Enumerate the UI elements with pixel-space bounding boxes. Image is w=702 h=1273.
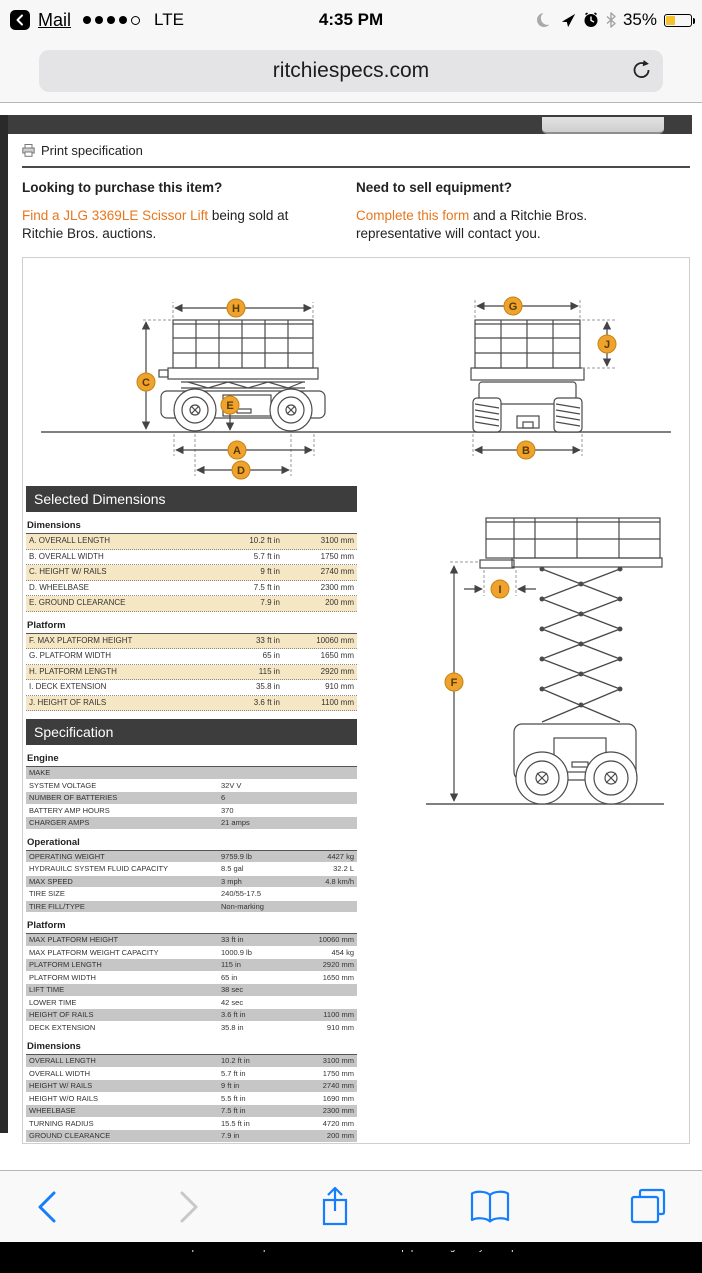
signal-strength-icon — [83, 16, 140, 25]
spec-label: BATTERY AMP HOURS — [29, 805, 110, 815]
collapsed-header-bar — [8, 115, 692, 134]
svg-text:B: B — [522, 445, 530, 457]
spec-label: MAX SPEED — [29, 876, 73, 886]
url-field[interactable] — [39, 50, 663, 92]
svg-text:J: J — [603, 339, 611, 351]
spec-value-us: 9759.9 lb — [221, 851, 252, 861]
specification-table — [26, 753, 357, 1142]
spec-row — [26, 1093, 357, 1105]
dimension-row — [26, 696, 357, 712]
dimension-group-title: Dimensions — [26, 520, 357, 534]
dimension-value-us: 10.2 ft in — [249, 536, 280, 545]
spec-value-metric: 10060 mm — [318, 935, 354, 944]
spec-value-metric — [274, 792, 357, 804]
spec-value-us: 9 ft in — [221, 1081, 240, 1090]
spec-label: PLATFORM WIDTH — [29, 972, 96, 982]
dimension-row — [26, 596, 357, 612]
dimension-value-us: 7.9 in — [260, 598, 280, 607]
dimension-row — [26, 665, 357, 681]
page-left-strip — [0, 115, 8, 1133]
spec-value-metric: 1100 mm — [323, 1010, 354, 1019]
spec-value-metric: 1750 mm — [322, 1068, 354, 1078]
spec-value-metric: 4720 mm — [322, 1118, 354, 1128]
spec-value-us: 7.5 ft in — [221, 1106, 246, 1115]
clock-label: 4:35 PM — [318, 10, 384, 29]
spec-value-metric: 200 mm — [326, 1131, 354, 1140]
spec-value-us: 35.8 in — [221, 1022, 244, 1032]
dimension-group-title: Platform — [26, 620, 357, 634]
dimension-row — [26, 581, 357, 597]
dimension-label: I. DECK EXTENSION — [29, 682, 107, 691]
spec-value-metric: 2920 mm — [322, 960, 354, 969]
spec-value-us: 8.5 gal — [221, 864, 244, 873]
spec-value-us: 10.2 ft in — [221, 1056, 250, 1065]
spec-value-us: 33 ft in — [221, 935, 244, 944]
spec-label: OVERALL WIDTH — [29, 1068, 90, 1078]
bluetooth-icon — [606, 12, 616, 28]
spec-row — [26, 984, 357, 996]
svg-text:C: C — [142, 377, 150, 389]
spec-value-us: 240/55-17.5 — [221, 889, 262, 898]
spec-row — [26, 959, 357, 971]
spec-label: SYSTEM VOLTAGE — [29, 780, 97, 790]
svg-text:E: E — [226, 400, 234, 412]
forward-button[interactable] — [176, 1187, 202, 1227]
network-type-label: LTE — [154, 10, 184, 29]
spec-label: LIFT TIME — [29, 985, 65, 994]
purchase-section — [22, 180, 356, 243]
dimension-value-us: 9 ft in — [260, 567, 280, 576]
dimension-row — [26, 534, 357, 550]
dimension-value-metric: 2920 mm — [320, 666, 354, 676]
location-arrow-icon — [561, 13, 576, 28]
spec-value-us: 370 — [221, 805, 234, 815]
spec-value-metric: 4.8 km/h — [325, 876, 354, 886]
dimension-value-us: 115 in — [258, 666, 280, 676]
spec-value-metric — [274, 888, 357, 900]
spec-row — [26, 805, 357, 817]
dimension-label: B. OVERALL WIDTH — [29, 551, 104, 561]
svg-text:H: H — [232, 303, 240, 315]
safari-toolbar — [0, 1170, 702, 1242]
svg-text:D: D — [237, 465, 245, 477]
alarm-clock-icon — [583, 12, 599, 28]
battery-fill — [666, 16, 675, 25]
spec-row — [26, 997, 357, 1009]
spec-group-title: Engine — [26, 753, 357, 767]
dimension-value-us: 33 ft in — [255, 635, 280, 645]
spec-value-us: 42 sec — [221, 997, 244, 1007]
spec-row — [26, 1118, 357, 1130]
find-item-link[interactable]: Find a JLG 3369LE Scissor Lift — [22, 208, 209, 223]
battery-percent-label: 35% — [622, 10, 657, 29]
spec-label: HEIGHT W/O RAILS — [29, 1093, 99, 1103]
spec-value-metric — [274, 817, 357, 829]
spec-value-us: 1000.9 lb — [221, 947, 252, 957]
safari-address-bar — [0, 40, 702, 103]
spec-row — [26, 1130, 357, 1142]
tabs-button[interactable] — [628, 1188, 668, 1226]
complete-form-link[interactable]: Complete this form — [356, 208, 470, 223]
dimension-value-metric: 200 mm — [325, 598, 354, 607]
dimension-row — [26, 550, 357, 566]
spec-value-metric: 910 mm — [326, 1022, 354, 1032]
purchase-text: being sold at Ritchie Bros. auctions. — [22, 208, 289, 241]
spec-row — [26, 792, 357, 804]
spec-row — [26, 901, 357, 913]
spec-value-us: Non-marking — [221, 901, 264, 911]
spec-value-us: 32V V — [221, 780, 242, 790]
dimension-value-metric: 1650 mm — [320, 651, 354, 660]
spec-group-title: Platform — [26, 920, 357, 934]
spec-group-title: Dimensions — [26, 1041, 357, 1055]
spec-value-us: 15.5 ft in — [221, 1118, 250, 1128]
spec-label: DECK EXTENSION — [29, 1022, 96, 1032]
spec-value-metric — [274, 767, 357, 779]
spec-row — [26, 947, 357, 959]
spec-value-metric: 32.2 L — [333, 864, 354, 873]
spec-label: MAX PLATFORM HEIGHT — [29, 935, 119, 944]
svg-text:A: A — [233, 445, 241, 457]
print-specification-link[interactable]: Print specification — [41, 143, 143, 158]
spec-value-us: 5.7 ft in — [221, 1068, 246, 1078]
spec-value-metric: 1690 mm — [322, 1093, 354, 1103]
dimension-row — [26, 649, 357, 665]
spec-row — [26, 934, 357, 946]
dimension-value-metric: 1750 mm — [320, 551, 354, 561]
spec-value-metric: 2300 mm — [322, 1106, 354, 1115]
spec-label: TIRE SIZE — [29, 889, 65, 898]
spec-label: OPERATING WEIGHT — [29, 851, 105, 861]
dimension-label: E. GROUND CLEARANCE — [29, 598, 126, 607]
spec-label: LOWER TIME — [29, 997, 77, 1007]
dimension-row — [26, 634, 357, 650]
spec-row — [26, 817, 357, 829]
dimension-label: F. MAX PLATFORM HEIGHT — [29, 635, 133, 645]
spec-value-us: 3.6 ft in — [221, 1010, 246, 1019]
spec-row — [26, 1105, 357, 1117]
dimension-diagram — [23, 258, 689, 486]
spec-label: MAX PLATFORM WEIGHT CAPACITY — [29, 947, 159, 957]
spec-row — [26, 972, 357, 984]
spec-label: PLATFORM LENGTH — [29, 960, 102, 969]
dimension-value-us: 65 in — [262, 651, 280, 660]
spec-row — [26, 1022, 357, 1034]
svg-text:G: G — [508, 301, 518, 313]
tables-column — [23, 486, 359, 1143]
spec-value-us: 38 sec — [221, 985, 244, 994]
dimension-value-metric: 2740 mm — [320, 567, 354, 576]
specification-content-box — [22, 257, 690, 1144]
spec-label: HEIGHT W/ RAILS — [29, 1081, 93, 1090]
spec-value-us: 5.5 ft in — [221, 1093, 246, 1103]
refresh-icon[interactable] — [631, 59, 653, 81]
spec-value-us — [221, 767, 274, 779]
spec-value-us: 115 in — [221, 960, 241, 969]
spec-value-metric — [274, 984, 357, 996]
dimension-label: H. PLATFORM LENGTH — [29, 666, 117, 676]
extended-lift-diagram — [364, 486, 684, 1116]
url-text: ritchiespecs.com — [272, 59, 430, 82]
dimension-label: G. PLATFORM WIDTH — [29, 651, 112, 660]
spec-row — [26, 780, 357, 792]
spec-row — [26, 876, 357, 888]
dimension-value-us: 35.8 in — [255, 682, 280, 691]
spec-value-metric — [274, 997, 357, 1009]
dimension-label: J. HEIGHT OF RAILS — [29, 697, 107, 707]
web-page — [0, 103, 702, 1168]
spec-row — [26, 1009, 357, 1021]
purchase-heading: Looking to purchase this item? — [22, 180, 223, 195]
dimension-label: A. OVERALL LENGTH — [29, 536, 111, 545]
spec-value-us: 3 mph — [221, 876, 242, 886]
bottom-bezel — [0, 1242, 702, 1250]
spec-row — [26, 863, 357, 875]
dimension-value-metric: 2300 mm — [320, 582, 354, 592]
sell-heading: Need to sell equipment? — [356, 180, 513, 195]
spec-group-title: Operational — [26, 837, 357, 851]
back-button[interactable] — [34, 1187, 60, 1227]
spec-value-metric: 454 kg — [331, 947, 354, 957]
spec-value-us: 21 amps — [221, 818, 250, 827]
status-bar — [0, 0, 702, 40]
dimension-row — [26, 565, 357, 581]
back-to-app-icon[interactable] — [10, 10, 30, 30]
dimension-label: D. WHEELBASE — [29, 582, 90, 592]
collapsed-header-button[interactable] — [542, 117, 664, 134]
dimension-label: C. HEIGHT W/ RAILS — [29, 567, 107, 576]
bookmarks-button[interactable] — [468, 1189, 512, 1225]
svg-text:I: I — [498, 584, 502, 596]
spec-row — [26, 1080, 357, 1092]
spec-value-metric: 3100 mm — [322, 1056, 354, 1065]
dimension-row — [26, 680, 357, 696]
sell-text: and a Ritchie Bros. representative will contact you. — [356, 208, 588, 241]
spec-value-metric — [274, 901, 357, 913]
spec-label: OVERALL LENGTH — [29, 1056, 96, 1065]
spec-label: TURNING RADIUS — [29, 1118, 94, 1128]
dimension-value-metric: 3100 mm — [320, 536, 354, 545]
svg-text:F: F — [450, 677, 458, 689]
share-button[interactable] — [318, 1185, 352, 1229]
do-not-disturb-moon-icon — [536, 11, 554, 29]
spec-value-us: 6 — [221, 793, 226, 802]
spec-row — [26, 1055, 357, 1067]
spec-label: TIRE FILL/TYPE — [29, 901, 85, 911]
spec-label: WHEELBASE — [29, 1106, 76, 1115]
spec-row — [26, 851, 357, 863]
spec-label: NUMBER OF BATTERIES — [29, 793, 118, 802]
spec-value-metric: 1650 mm — [322, 972, 354, 982]
selected-dimensions-header: Selected Dimensions — [26, 486, 357, 512]
spec-value-us: 65 in — [221, 972, 238, 982]
spec-label: MAKE — [29, 768, 51, 777]
spec-row — [26, 888, 357, 900]
specification-header: Specification — [26, 719, 357, 745]
dimension-value-us: 5.7 ft in — [253, 551, 280, 561]
spec-value-metric — [274, 780, 357, 792]
spec-value-metric: 4427 kg — [327, 851, 354, 861]
selected-dimensions-table — [26, 520, 357, 711]
printer-icon — [22, 144, 35, 157]
dimension-value-metric: 10060 mm — [316, 635, 354, 645]
sell-section — [356, 180, 690, 243]
spec-row — [26, 1068, 357, 1080]
dimension-value-metric: 1100 mm — [321, 697, 354, 707]
spec-value-us: 7.9 in — [221, 1131, 240, 1140]
spec-value-metric: 2740 mm — [322, 1081, 354, 1090]
spec-row — [26, 767, 357, 779]
spec-label: GROUND CLEARANCE — [29, 1131, 111, 1140]
dimension-value-us: 7.5 ft in — [253, 582, 280, 592]
dimension-value-metric: 910 mm — [325, 682, 354, 691]
spec-label: CHARGER AMPS — [29, 818, 90, 827]
spec-label: HYDRAUILC SYSTEM FLUID CAPACITY — [29, 864, 169, 873]
spec-value-metric — [274, 805, 357, 817]
dimension-value-us: 3.6 ft in — [253, 697, 280, 707]
spec-label: HEIGHT OF RAILS — [29, 1010, 94, 1019]
back-to-app-label[interactable]: Mail — [38, 9, 72, 30]
battery-icon — [664, 14, 692, 27]
